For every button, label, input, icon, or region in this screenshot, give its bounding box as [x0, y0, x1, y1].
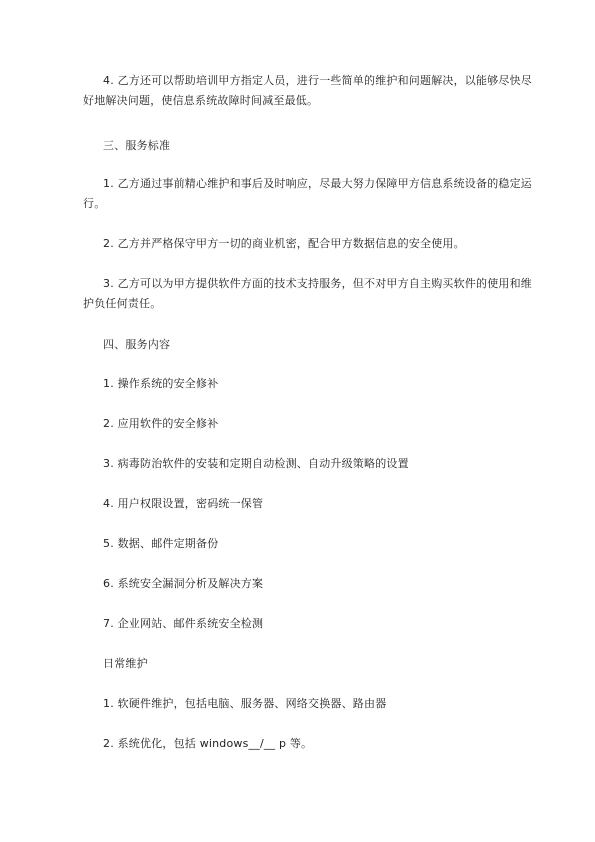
list-item-content-3: 3. 病毒防治软件的安装和定期自动检测、自动升级策略的设置	[103, 457, 409, 470]
list-item-content-2: 2. 应用软件的安全修补	[103, 417, 219, 430]
list-item-content-5: 5. 数据、邮件定期备份	[103, 537, 219, 550]
list-item-content-1: 1. 操作系统的安全修补	[103, 377, 219, 390]
list-item-maintenance-2: 2. 系统优化，包括 windows__/__ p 等。	[103, 737, 313, 750]
list-item-content-4: 4. 用户权限设置，密码统一保管	[103, 497, 264, 510]
paragraph-standard-2: 2. 乙方并严格保守甲方一切的商业机密，配合甲方数据信息的安全使用。	[103, 237, 465, 250]
section-heading-service-standard: 三、服务标准	[103, 139, 171, 152]
paragraph-standard-3: 3. 乙方可以为甲方提供软件方面的技术支持服务，但不对甲方自主购买软件的使用和维护负任何责任。	[83, 277, 532, 310]
section-heading-daily-maintenance: 日常维护	[103, 657, 148, 670]
list-item-maintenance-1: 1. 软硬件维护，包括电脑、服务器、网络交换器、路由器	[103, 697, 387, 710]
section-heading-service-content: 四、服务内容	[103, 338, 171, 351]
paragraph-standard-1: 1. 乙方通过事前精心维护和事后及时响应，尽最大努力保障甲方信息系统设备的稳定运行。	[83, 177, 532, 210]
paragraph-training-support: 4. 乙方还可以帮助培训甲方指定人员，进行一些简单的维护和问题解决，以能够尽快尽好地解决问题，使信息系统故障时间减至最低。	[83, 74, 532, 107]
list-item-content-7: 7. 企业网站、邮件系统安全检测	[103, 617, 264, 630]
list-item-content-6: 6. 系统安全漏洞分析及解决方案	[103, 577, 264, 590]
